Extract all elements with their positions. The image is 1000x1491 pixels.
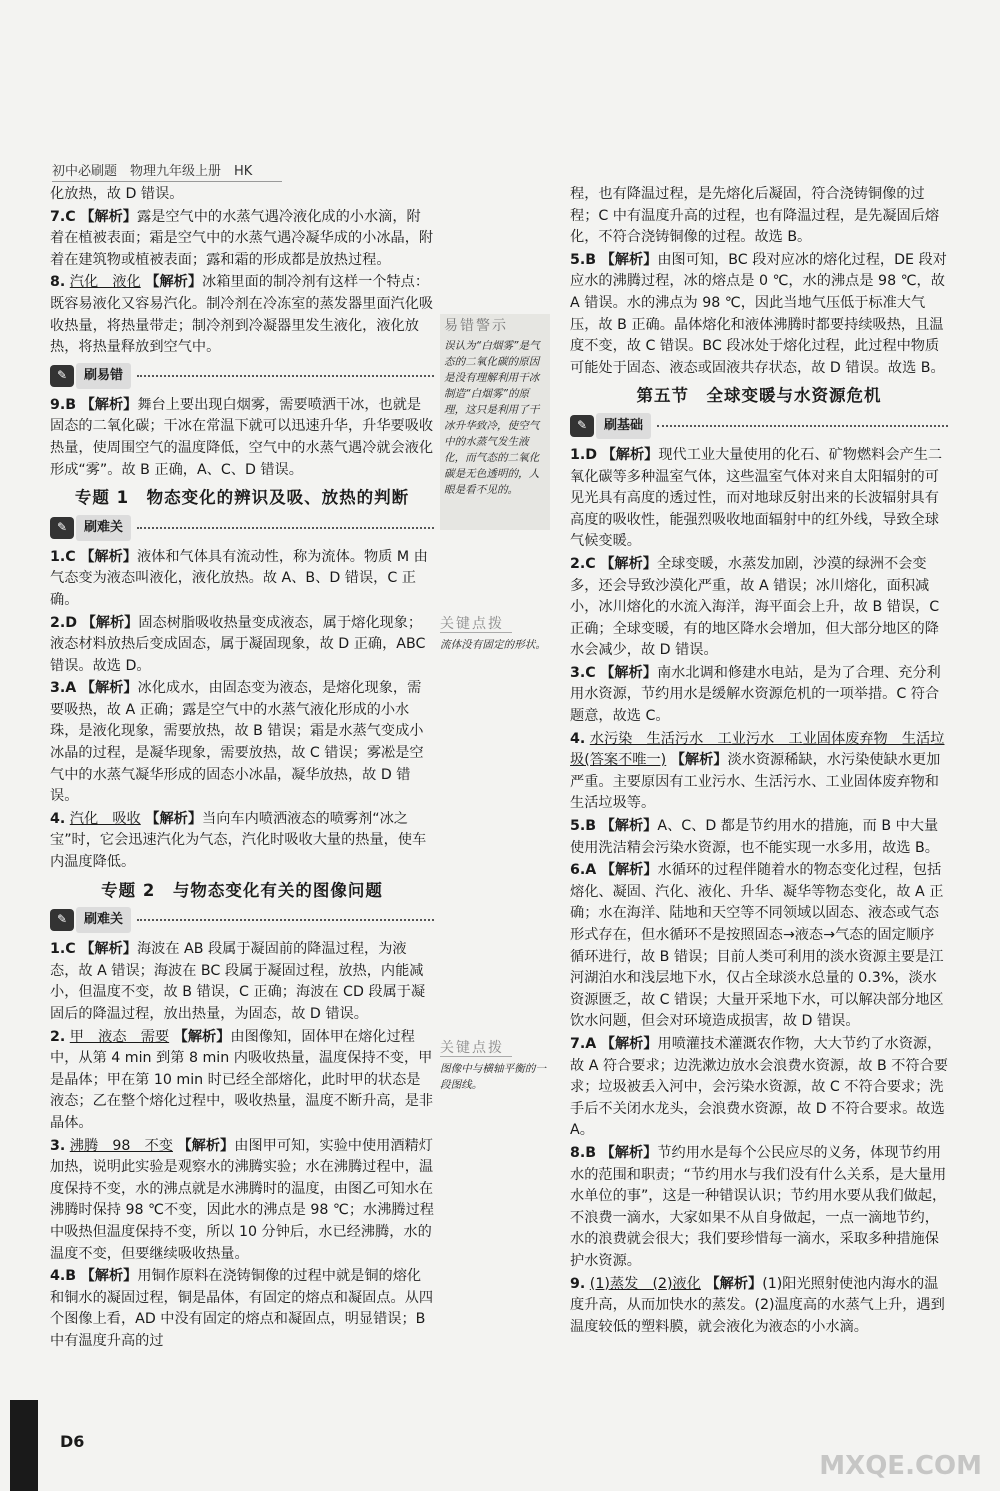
answer-text: 化放热，故 D 错误。 [50,186,184,202]
answer-text: 淡水资源稀缺，水污染使缺水更加严重。主要原因有工业污水、生活污水、工业固体废弃物和生活垃圾等。 [570,752,941,812]
left-column [50,184,434,1354]
answer-item [50,1136,434,1266]
dotted-divider [657,425,948,427]
key-tip-box-2 [440,1040,550,1093]
answer-text: 当向车内喷洒液态的喷雾剂“冰之宝”时，它会迅速汽化为气态，汽化时吸收大量的热量，使车内温度降低。 [50,810,427,871]
answer-number: 9.B [50,396,77,413]
answer-number: 6.A [570,862,597,879]
answer-text: 舞台上要出现白烟雾，需要喷洒干冰，也就是固态的二氧化碳；干冰在常温下就可以迅速升华，升华要吸收热量，使周围空气的温度降低，空气中的水蒸气遇冷就会液化形成“雾”。故 B 正确，A、C、D 错误。 [50,396,434,478]
answer-item [570,860,948,1033]
answer-number: 1.C [50,548,76,565]
answer-number: 5.B [570,251,597,268]
answer-text: 由图可知，BC 段对应冰的熔化过程，DE 段对应水的沸腾过程，冰的熔点是 0 ℃，水的沸点是 98 ℃，故 A 错误。水的沸点为 98 ℃，因此当地气压低于标准大气压，故 B 正确。晶体熔化和液体沸腾时都要持续吸热，且温度不变，故 C 错误。BC 段冰处于熔化过程，此过程中物质可能处于固态、液态或固液共存状态，故 D 错误。故选 B。 [570,251,947,376]
answer-fill-in: 汽化 液化 [69,274,141,291]
answer-item [50,547,434,612]
answer-item [570,250,948,380]
analysis-label: 【解析】 [80,1268,138,1285]
practice-badge [570,413,948,439]
mistake-warning-title: 易错警示 [444,318,508,334]
badge-label: 刷难关 [76,907,131,933]
right-column [570,184,948,1339]
corner-decoration [10,1400,38,1491]
answer-number: 2.D [50,614,78,631]
answer-text: 冰箱里面的制冷剂有这样一个特点：既容易液化又容易汽化。制冷剂在冷冻室的蒸发器里面汽化吸收热量，将热量带走；制冷剂到冷凝器里发生液化，液化放热，将热量释放到空气中。 [50,274,434,356]
answer-number: 8. [50,274,66,291]
answer-text: A、C、D 都是节约用水的措施，而 B 中大量使用洗洁精会污染水资源，也不能实现一水多用，故选 B。 [570,818,939,856]
answer-fill-in: 水污染 生活污水 工业污水 工业固体废弃物 生活垃圾(答案不唯一) [570,730,945,769]
brush-icon: ✎ [570,415,594,437]
practice-badge [50,363,434,389]
dotted-divider [137,375,434,377]
answer-text: 南水北调和修建水电站，是为了合理、充分利用水资源，节约用水是缓解水资源危机的一项举措。C 符合题意，故选 C。 [570,664,941,725]
answer-fill-in: 汽化 吸收 [69,810,141,827]
answer-text: 用喷灌技术灌溉农作物，大大节约了水资源，故 A 符合要求；边洗漱边放水会浪费水资源，故 B 不符合要求；垃圾被丢入河中，会污染水资源，故 C 不符合要求；洗手后不关闭水龙头，会浪费水资源，故 D 不符合要求。故选 A。 [570,1035,948,1139]
answer-number: 4.B [50,1268,77,1285]
answer-text: 由图像知，固体甲在熔化过程中，从第 4 min 到第 8 min 内吸收热量，温度保持不变，甲是晶体；甲在第 10 min 时已经全部熔化，此时甲的状态是液态；乙在整个熔化过程中，吸收热量，温度不断升高，是非晶体。 [50,1028,434,1131]
mistake-warning-text: 误认为“白烟雾”是气态的二氧化碳的原因是没有理解利用干冰制造“白烟雾”的原理，这只是利用了干冰升华致冷，使空气中的水蒸气发生液化，而气态的二氧化碳是无色透明的，人眼是看不见的。 [444,340,540,496]
analysis-label: 【解析】 [80,680,138,697]
analysis-label: 【解析】 [600,555,657,572]
answer-number: 7.C [50,208,76,225]
answer-number: 5.B [570,818,597,835]
answer-text: 节约用水是每个公民应尽的义务，体现节约用水的范围和职责；“节约用水与我们没有什么关系，是大量用水单位的事”，这是一种错误认识；节约用水要从我们做起，不浪费一滴水，大家如果不从自身做起，一点一滴地节约，水的浪费就会很大；我们要珍惜每一滴水，采取多种措施保护水资源。 [570,1144,947,1269]
answer-number: 2. [50,1028,66,1045]
analysis-label: 【解析】 [145,810,203,827]
analysis-label: 【解析】 [600,251,658,268]
answer-text: (1)阳光照射使池内海水的温度升高，从而加快水的蒸发。(2)温度高的水蒸气上升，遇到温度较低的塑料膜，就会液化为液态的小水滴。 [570,1275,945,1335]
answer-text: 现代工业大量使用的化石、矿物燃料会产生二氧化碳等多种温室气体，这些温室气体对来自太阳辐射的可见光具有高度的透过性，而对地球反射出来的长波辐射具有高度的吸收性，能强烈吸收地面辐射中的红外线，导致全球气候变暖。 [570,446,943,550]
practice-badge [50,515,434,541]
answer-item [570,663,948,728]
answer-item [50,207,434,272]
answer-number: 7.A [570,1035,597,1052]
answer-item [570,445,948,553]
answer-number: 4. [50,810,66,827]
answer-number: 2.C [570,555,596,572]
answer-text: 固态树脂吸收热量变成液态，属于熔化现象；液态材料放热后变成固态，属于凝固现象，故 D 正确，ABC 错误。故选 D。 [50,614,426,674]
answer-item [50,1266,434,1352]
answer-item [570,554,948,662]
answer-number: 3.C [570,664,596,681]
answer-text: 全球变暖，水蒸发加剧，沙漠的绿洲不会变多，还会导致沙漠化严重，故 A 错误；冰川熔化，面积减小，冰川熔化的水流入海洋，海平面会上升，故 B 错误，C 正确；全球变暖，有的地区降水会增加，但大部分地区的降水会减少，故 D 错误。 [570,555,940,659]
analysis-label: 【解析】 [600,862,658,879]
watermark-text: MXQE.COM [819,1451,982,1481]
analysis-label: 【解析】 [80,208,137,225]
section-title: 专题 2 与物态变化有关的图像问题 [101,880,383,900]
answer-item [570,1274,948,1339]
dotted-divider [137,527,434,529]
answer-number: 1.D [570,446,598,463]
answer-item [50,613,434,678]
answer-fill-in: 甲 液态 需要 [69,1028,170,1045]
answer-number: 1.C [50,941,76,958]
answer-fill-in: 沸腾 98 不变 [69,1137,173,1154]
analysis-label: 【解析】 [600,1144,658,1161]
answer-number: 4. [570,730,586,747]
analysis-label: 【解析】 [80,941,137,958]
badge-label: 刷基础 [596,413,651,439]
key-tip-text-2: 图像中与横轴平衡的一段图线。 [440,1063,546,1091]
answer-item [570,1143,948,1273]
answer-text: 由图甲可知，实验中使用酒精灯加热，说明此实验是观察水的沸腾实验；水在沸腾过程中，温度保持不变，水的沸点就是水沸腾时的温度，由图乙可知水在沸腾时保持 98 ℃不变，因此水的沸点是 98 ℃；水沸腾过程中吸热但温度保持不变，所以 10 分钟后，水已经沸腾，水的温度不变，但要继续吸收热量。 [50,1137,434,1262]
analysis-label: 【解析】 [177,1137,235,1154]
practice-badge [50,907,434,933]
answer-item [50,809,434,874]
badge-label: 刷易错 [76,363,131,389]
brush-icon: ✎ [50,517,74,539]
analysis-label: 【解析】 [80,548,137,565]
key-tip-box-1 [440,616,550,653]
section-title: 第五节 全球变暖与水资源危机 [636,386,882,406]
answer-item [570,729,948,815]
answer-item [50,272,434,358]
analysis-label: 【解析】 [705,1275,763,1292]
analysis-label: 【解析】 [600,818,658,835]
page-header: 初中必刷题 物理九年级上册 HK [52,160,282,182]
answer-number: 8.B [570,1144,597,1161]
answer-item [50,939,434,1025]
answer-item [570,816,948,859]
section-title: 专题 1 物态变化的辨识及吸、放热的判断 [74,488,410,508]
answer-number: 3. [50,1137,66,1154]
analysis-label: 【解析】 [145,274,203,291]
brush-icon: ✎ [50,909,74,931]
answer-text: 液体和气体具有流动性，称为流体。物质 M 由气态变为液态叫液化，液化放热。故 A、B、D 错误，C 正确。 [50,548,428,608]
brush-icon: ✎ [50,365,74,387]
answer-continuation [50,184,434,206]
analysis-label: 【解析】 [600,664,657,681]
answer-fill-in: (1)蒸发 (2)液化 [589,1275,701,1292]
answer-text: 用铜作原料在浇铸铜像的过程中就是铜的熔化和铜水的凝固过程，铜是晶体，有固定的熔点和凝固点。从四个图像上看，AD 中没有固定的熔点和凝固点，明显错误；B 中有温度升高的过 [50,1268,434,1349]
badge-label: 刷难关 [76,515,131,541]
answer-item [50,395,434,481]
analysis-label: 【解析】 [173,1028,231,1045]
answer-text: 露是空气中的水蒸气遇冷液化成的小水滴，附着在植被表面；霜是空气中的水蒸气遇冷凝华成的小冰晶，附着在建筑物或植被表面；露和霜的形成都是放热过程。 [50,208,434,268]
key-tip-title-1: 关键点拨 [440,616,512,633]
analysis-label: 【解析】 [670,752,728,769]
answer-continuation [570,184,948,249]
answer-number: 9. [570,1275,586,1292]
answer-item [50,1027,434,1135]
answer-text: 程，也有降温过程，是先熔化后凝固，符合浇铸铜像的过程；C 中有温度升高的过程，也有降温过程，是先凝固后熔化，不符合浇铸铜像的过程。故选 B。 [570,186,940,246]
analysis-label: 【解析】 [600,1035,658,1052]
analysis-label: 【解析】 [80,396,138,413]
mistake-warning-box [440,314,550,530]
key-tip-title-2: 关键点拨 [440,1040,512,1057]
answer-item [570,1034,948,1142]
page-number: D6 [60,1432,85,1451]
analysis-label: 【解析】 [601,446,659,463]
answer-number: 3.A [50,680,77,697]
key-tip-text-1: 流体没有固定的形状。 [440,639,546,651]
dotted-divider [137,919,434,921]
analysis-label: 【解析】 [81,614,139,631]
answer-text: 海波在 AB 段属于凝固前的降温过程，为液态，故 A 错误；海波在 BC 段属于凝固过程，放热，内能减小，但温度不变，故 B 错误，C 正确；海波在 CD 段属于凝固后的降温过程，放出热量，为固态，故 D 错误。 [50,941,426,1022]
answer-item [50,678,434,808]
answer-text: 水循环的过程伴随着水的物态变化过程，包括熔化、凝固、汽化、液化、升华、凝华等物态变化，故 A 正确；水在海洋、陆地和天空等不同领域以固态、液态或气态形式存在，但水循环不是按照固态→液态→气态的固定顺序循环进行，故 B 错误；目前人类可利用的淡水资源主要是江河湖泊水和浅层地下水，仅占全球淡水总量的 0.3%，淡水资源匮乏，故 C 错误；大量开采地下水，可以解决部分地区饮水问题，但会对环境造成损害，故 D 错误。 [570,862,944,1030]
answer-text: 冰化成水，由固态变为液态，是熔化现象，需要吸热，故 A 正确；露是空气中的水蒸气液化形成的小水珠，是液化现象，需要放热，故 B 错误；霜是水蒸气变成小冰晶的过程，是凝华现象，需要放热，故 C 错误；雾凇是空气中的水蒸气凝华形成的固态小冰晶，凝华放热，故 D 错误。 [50,680,424,805]
